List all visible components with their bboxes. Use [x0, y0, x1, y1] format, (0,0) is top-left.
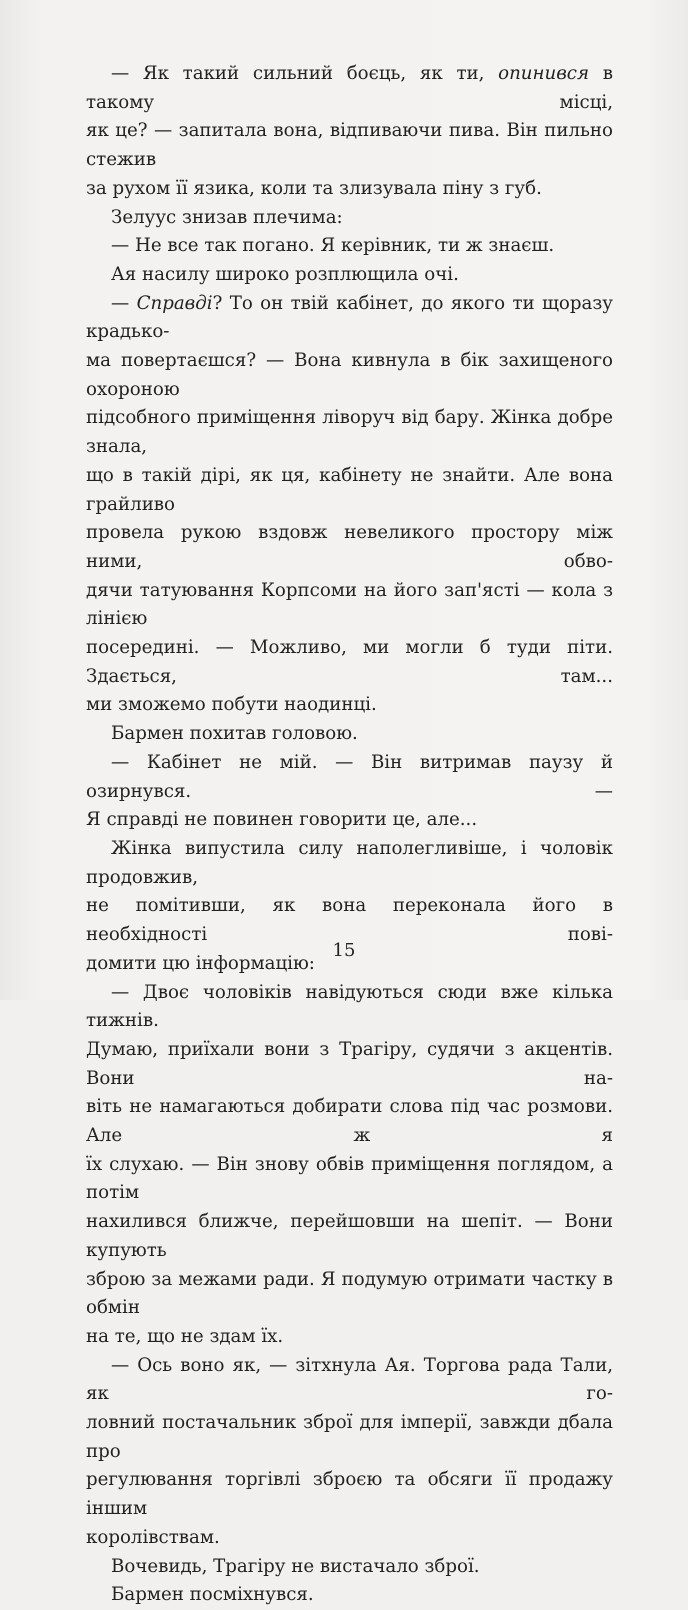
text-run: як це? — запитала вона, відпиваючи пива. Він пильно стежив	[86, 120, 613, 171]
text-line	[86, 1409, 613, 1466]
text-line	[86, 1524, 613, 1553]
text-line	[86, 1208, 613, 1265]
paragraph	[86, 720, 613, 749]
text-run: Вочевидь, Трагіру не вистачало зброї.	[111, 1555, 480, 1577]
text-line	[86, 1581, 613, 1610]
text-line	[86, 347, 613, 404]
text-line	[86, 1553, 613, 1582]
text-line	[86, 979, 613, 1036]
paragraph	[86, 232, 613, 261]
text-line	[86, 462, 613, 519]
text-line	[86, 232, 613, 261]
text-run: в такому місці,	[86, 63, 613, 113]
paragraph	[86, 1553, 613, 1582]
text-run: на те, що не здам їх.	[86, 1325, 284, 1347]
text-line	[86, 1466, 613, 1523]
page-number: 15	[332, 940, 356, 961]
text-run: ма повертаєшся? — Вона кивнула в бік захищеного охороною	[86, 350, 613, 400]
text-line	[86, 60, 613, 117]
text-line	[86, 175, 613, 204]
text-run: їх слухаю. — Він знову обвів приміщення поглядом, а потім	[86, 1153, 613, 1204]
text-line	[86, 749, 613, 806]
text-line	[86, 1323, 613, 1352]
text-line	[86, 577, 613, 634]
text-run: Ая насилу широко розплющила очі.	[111, 263, 459, 285]
text-line	[86, 290, 613, 347]
text-line	[86, 1093, 613, 1150]
text-run: — Кабінет не мій. — Він витримав паузу й озирнувся. —	[86, 751, 613, 802]
text-line	[86, 1036, 613, 1093]
paragraph	[86, 1581, 613, 1610]
text-run: домити цю інформацію:	[86, 952, 315, 974]
text-line	[86, 691, 613, 720]
text-run: Я справді не повинен говорити це, але...	[86, 809, 478, 831]
text-run: ми зможемо побути наодинці.	[86, 694, 377, 716]
text-line	[86, 404, 613, 461]
text-run: Думаю, приїхали вони з Трагіру, судячи з акцентів. Вони на-	[86, 1038, 613, 1089]
text-run: провела рукою вздовж невеликого простору між ними, обво-	[86, 522, 613, 572]
text-run: зброю за межами ради. Я подумую отримати частку в обмін	[86, 1268, 613, 1319]
text-line	[86, 117, 613, 174]
text-line	[86, 634, 613, 691]
text-run: — Не все так погано. Я керівник, ти ж знаєш.	[111, 235, 555, 257]
text-line	[86, 261, 613, 290]
paragraph	[86, 60, 613, 204]
paragraph	[86, 749, 613, 835]
text-line	[86, 1151, 613, 1208]
paragraph	[86, 979, 613, 1352]
text-run: не помітивши, як вона переконала його в необхідності пові-	[86, 895, 613, 946]
text-run: Бармен посміхнувся.	[111, 1584, 314, 1606]
text-run: ? То он твій кабінет, до якого ти щоразу крадько-	[86, 292, 613, 343]
paragraph	[86, 290, 613, 721]
text-run: Бармен похитав головою.	[111, 723, 358, 745]
text-run: —	[111, 292, 137, 314]
text-run: дячи татуювання Корпсоми на його зап'ясті — кола з лінією	[86, 579, 613, 630]
body-text	[86, 60, 613, 1610]
text-run: Жінка випустила силу наполегливіше, і чоловік продовжив,	[86, 837, 613, 888]
italic-text: опинився	[498, 63, 590, 84]
paragraph	[86, 1352, 613, 1553]
text-run: що в такій дірі, як ця, кабінету не знайти. Але вона грайливо	[86, 464, 613, 515]
text-run: віть не намагаються добирати слова під час розмови. Але ж я	[86, 1096, 613, 1147]
text-line	[86, 519, 613, 576]
text-run: королівствам.	[86, 1526, 220, 1548]
text-run: підсобного приміщення ліворуч від бару. Жінка добре знала,	[86, 407, 613, 458]
text-run: за рухом її язика, коли та злизувала піну з губ.	[86, 177, 542, 199]
text-line	[86, 1352, 613, 1409]
paragraph	[86, 261, 613, 290]
italic-text: Справді	[136, 292, 213, 314]
text-run: ловний постачальник зброї для імперії, завжди дбала про	[86, 1412, 613, 1462]
text-run: — Ось воно як, — зітхнула Ая. Торгова рада Тали, як го-	[86, 1354, 613, 1405]
text-line	[86, 806, 613, 835]
text-line	[86, 1266, 613, 1323]
text-run: — Двоє чоловіків навідуються сюди вже кілька тижнів.	[86, 981, 613, 1032]
paragraph	[86, 204, 613, 233]
text-run: посередині. — Можливо, ми могли б туди піти. Здається, там...	[86, 637, 613, 687]
text-run: — Як такий сильний боєць, як ти,	[111, 63, 499, 84]
text-run: Зелуус знизав плечима:	[111, 206, 343, 228]
text-run: регулювання торгівлі зброєю та обсяги її продажу іншим	[86, 1469, 613, 1520]
text-run: нахилився ближче, перейшовши на шепіт. — Вони купують	[86, 1211, 613, 1261]
text-line	[86, 835, 613, 892]
text-line	[86, 720, 613, 749]
text-line	[86, 204, 613, 233]
